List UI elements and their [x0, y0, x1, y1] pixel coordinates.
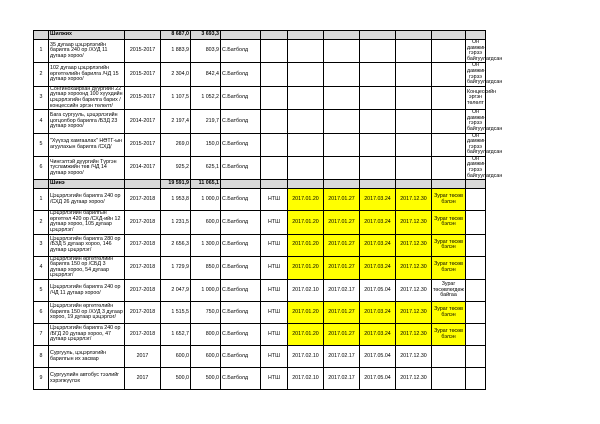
date-announce: 2017.01.20	[288, 256, 324, 279]
date-tender: 2017.01.27	[324, 324, 360, 346]
date-announce: 2017.01.20	[288, 211, 324, 234]
project-note: Концессийн эргэн төлөлт	[466, 86, 486, 109]
project-note: Он дамжин гэрээ байгуулагдсан	[467, 132, 503, 156]
project-name: 35 дугаар цэцэрлэгийн барилга 240 ор /ХУД 11 дугаар хороо/	[49, 40, 125, 63]
project-note: Он дамжин гэрээ байгуулагдсан	[467, 109, 503, 132]
date-tender: 2017.01.27	[324, 189, 360, 211]
cell-empty	[396, 31, 432, 40]
responsible-person: С.Батболд	[221, 346, 261, 368]
cell-empty	[432, 156, 466, 179]
budget-amount: 150,0	[191, 133, 221, 156]
date-announce: 2017.02.10	[288, 346, 324, 368]
date-complete: 2017.12.30	[396, 234, 432, 256]
project-years: 2014-2017	[125, 110, 161, 133]
cell-empty	[261, 86, 288, 109]
section-row	[34, 31, 486, 40]
cell-empty	[466, 302, 486, 324]
budget-amount: 600,0	[191, 211, 221, 234]
cell-empty	[432, 110, 466, 133]
total-cost: 1 729,9	[161, 256, 191, 279]
total-cost: 2 304,0	[161, 63, 191, 86]
status: Зураг төсөв бэлэн	[432, 189, 466, 211]
date-contract: 2017.03.24	[360, 324, 396, 346]
table-body	[34, 31, 503, 390]
date-contract: 2017.03.24	[360, 256, 396, 279]
cell-empty	[324, 133, 360, 156]
section-total: 8 687,0	[161, 31, 191, 40]
cell-empty	[288, 86, 324, 109]
responsible-person: С.Батболд	[221, 133, 261, 156]
date-complete: 2017.12.30	[396, 346, 432, 368]
table-row	[34, 63, 486, 86]
responsible-person: С.Батболд	[221, 40, 261, 63]
date-tender: 2017.01.27	[324, 302, 360, 324]
project-name: Цэцэрлэгийн барилга 240 ор /БГД 20 дугаар хороо, 47 дугаар цэцэрлэг/	[49, 324, 125, 346]
project-name: 102 дугаар цэцэрлэгийн өргөтгөлийн барилга /ЧД 15 дугаар хороо/	[49, 63, 125, 86]
row-number: 3	[34, 86, 49, 109]
row-number: 5	[34, 133, 49, 156]
date-contract: 2017.03.24	[360, 234, 396, 256]
cell-empty	[432, 133, 466, 156]
total-cost: 2 047,9	[161, 280, 191, 302]
responsible-person: С.Батболд	[221, 156, 261, 179]
project-years: 2017	[125, 346, 161, 368]
project-name: Цэцэрлэгийн барилга 240 ор /ЧД 11 дугаар хороо/	[49, 280, 125, 302]
cell-empty	[221, 31, 261, 40]
cell-empty	[432, 40, 466, 63]
total-cost: 1 231,5	[161, 211, 191, 234]
project-years: 2017	[125, 368, 161, 390]
project-name: Цэцэрлэгийн барилга 280 ор /БЗД 5 дугаар хороо, 146 дугаар цэцэрлэг/	[49, 234, 125, 256]
row-number: 9	[34, 368, 49, 390]
date-contract: 2017.05.04	[360, 280, 396, 302]
responsible-person: С.Батболд	[221, 189, 261, 211]
total-cost: 269,0	[161, 133, 191, 156]
row-number: 8	[34, 346, 49, 368]
project-years: 2015-2017	[125, 86, 161, 109]
cell-empty	[396, 180, 432, 189]
budget-amount: 1 000,0	[191, 280, 221, 302]
date-contract: 2017.05.04	[360, 346, 396, 368]
total-cost: 2 197,4	[161, 110, 191, 133]
cell-empty	[396, 156, 432, 179]
organization: НТШ	[261, 256, 288, 279]
row-number: 1	[34, 40, 49, 63]
date-complete: 2017.12.30	[396, 302, 432, 324]
row-number: 5	[34, 280, 49, 302]
total-cost: 1 953,8	[161, 189, 191, 211]
organization: НТШ	[261, 368, 288, 390]
cell-empty	[261, 110, 288, 133]
project-note: Он дамжин гэрээ байгуулагдсан	[467, 39, 503, 62]
cell-empty	[396, 40, 432, 63]
status: Зураг төсөв бэлэн	[432, 211, 466, 234]
responsible-person: С.Батболд	[221, 256, 261, 279]
cell-empty	[396, 133, 432, 156]
cell-empty	[288, 110, 324, 133]
cell-empty	[261, 133, 288, 156]
project-note: Он дамжин гэрээ байгуулагдсан	[467, 155, 503, 179]
responsible-person: С.Батболд	[221, 234, 261, 256]
date-announce: 2017.02.10	[288, 280, 324, 302]
table-row	[34, 280, 486, 302]
organization: НТШ	[261, 234, 288, 256]
cell-empty	[360, 133, 396, 156]
status	[432, 368, 466, 390]
section-total: 19 591,9	[161, 180, 191, 189]
budget-amount: 803,9	[191, 40, 221, 63]
date-contract: 2017.05.04	[360, 368, 396, 390]
project-name: "Хүүхэд хамгаалах" НӨТГ-ын агуулахын барилга /СХД/	[49, 133, 125, 156]
cell-empty	[466, 211, 486, 234]
cell-empty	[261, 40, 288, 63]
project-years: 2015-2017	[125, 63, 161, 86]
cell-empty	[324, 31, 360, 40]
cell-empty	[466, 180, 486, 189]
status: Зураг төсөв бэлэн	[432, 302, 466, 324]
responsible-person: С.Батболд	[221, 280, 261, 302]
project-name: Цэцэрлэгийн барилга 240 ор /СХД 26 дугаар хороо/	[49, 189, 125, 211]
table-row	[34, 324, 486, 346]
cell-empty	[261, 180, 288, 189]
row-number: 2	[34, 63, 49, 86]
cell-empty	[432, 63, 466, 86]
cell-empty	[288, 156, 324, 179]
date-tender: 2017.02.17	[324, 346, 360, 368]
responsible-person: С.Батболд	[221, 211, 261, 234]
cell-empty	[34, 31, 49, 40]
table-row	[34, 256, 486, 279]
budget-amount: 1 052,2	[191, 86, 221, 109]
project-years: 2015-2017	[125, 133, 161, 156]
budget-amount: 1 000,0	[191, 189, 221, 211]
cell-empty	[396, 86, 432, 109]
row-number: 7	[34, 324, 49, 346]
budget-table	[33, 30, 503, 390]
project-years: 2017-2018	[125, 280, 161, 302]
cell-empty	[261, 156, 288, 179]
cell-empty	[360, 156, 396, 179]
cell-empty	[466, 346, 486, 368]
cell-empty	[360, 63, 396, 86]
cell-empty	[288, 133, 324, 156]
project-years: 2017-2018	[125, 324, 161, 346]
cell-empty	[396, 110, 432, 133]
cell-empty	[432, 31, 466, 40]
total-cost: 1 652,7	[161, 324, 191, 346]
row-number: 2	[34, 211, 49, 234]
cell-empty	[360, 180, 396, 189]
date-complete: 2017.12.30	[396, 189, 432, 211]
status: Зураг төсөв бэлэн	[432, 324, 466, 346]
budget-amount: 600,0	[191, 346, 221, 368]
section-total: 3 693,3	[191, 31, 221, 40]
date-announce: 2017.01.20	[288, 324, 324, 346]
date-tender: 2017.02.17	[324, 368, 360, 390]
table-row	[34, 302, 486, 324]
budget-amount: 750,0	[191, 302, 221, 324]
cell-empty	[288, 31, 324, 40]
table-row	[34, 110, 486, 133]
budget-amount: 1 300,0	[191, 234, 221, 256]
budget-amount: 625,1	[191, 156, 221, 179]
cell-empty	[125, 180, 161, 189]
date-announce: 2017.01.20	[288, 302, 324, 324]
responsible-person: С.Батболд	[221, 324, 261, 346]
cell-empty	[466, 280, 486, 302]
budget-amount: 850,0	[191, 256, 221, 279]
cell-empty	[360, 40, 396, 63]
table-row	[34, 189, 486, 211]
status: Зураг төсөв бэлэн	[432, 234, 466, 256]
section-label: Шинэ	[49, 180, 125, 189]
budget-amount: 219,7	[191, 110, 221, 133]
project-name: Сонгинохайрхан дүүргийн 22 дугаар хороонд 100 хүүхдийн цэцэрлэгийн барилга барих /концессийн эргэн төлөлт/	[50, 85, 123, 109]
cell-empty	[324, 63, 360, 86]
total-cost: 1 515,5	[161, 302, 191, 324]
cell-empty	[324, 110, 360, 133]
date-tender: 2017.01.27	[324, 234, 360, 256]
table-row	[34, 234, 486, 256]
cell-empty	[324, 86, 360, 109]
total-cost: 600,0	[161, 346, 191, 368]
date-announce: 2017.01.20	[288, 189, 324, 211]
row-number: 3	[34, 234, 49, 256]
organization: НТШ	[261, 280, 288, 302]
date-tender: 2017.02.17	[324, 280, 360, 302]
project-name: Сургууль, цэцэрлэгийн барилгын их засвар	[49, 346, 125, 368]
project-name: Цэцэрлэгийн өргөтгөлийн барилга 150 ор /СБД 3 дугаар хороо, 54 дугаар цэцэрлэг/	[49, 256, 125, 279]
section-row	[34, 180, 486, 189]
project-years: 2017-2018	[125, 189, 161, 211]
cell-empty	[324, 40, 360, 63]
cell-empty	[360, 31, 396, 40]
total-cost: 1 107,5	[161, 86, 191, 109]
project-name: Чингэлтэй дүүргийн Түргэн тусламжийн төв /ЧД 14 дугаар хороо/	[49, 156, 125, 179]
table-row	[34, 40, 486, 63]
cell-empty	[288, 180, 324, 189]
table-row	[34, 156, 486, 179]
cell-empty	[466, 368, 486, 390]
project-name: Бага сургууль, цэцэрлэгийн цогцолбор барилга /БЗД 23 дугаар хороо/	[49, 110, 125, 133]
cell-empty	[466, 324, 486, 346]
status: Зураг төсөвлөгдөж байгаа	[432, 280, 466, 302]
date-complete: 2017.12.30	[396, 368, 432, 390]
date-contract: 2017.03.24	[360, 189, 396, 211]
budget-amount: 842,4	[191, 63, 221, 86]
project-years: 2015-2017	[125, 40, 161, 63]
responsible-person: С.Батболд	[221, 368, 261, 390]
cell-empty	[466, 256, 486, 279]
cell-empty	[466, 234, 486, 256]
row-number: 4	[34, 256, 49, 279]
cell-empty	[34, 180, 49, 189]
cell-empty	[324, 156, 360, 179]
date-announce: 2017.02.10	[288, 368, 324, 390]
cell-empty	[432, 180, 466, 189]
project-years: 2017-2018	[125, 256, 161, 279]
responsible-person: С.Батболд	[221, 302, 261, 324]
responsible-person: С.Батболд	[221, 110, 261, 133]
project-years: 2017-2018	[125, 302, 161, 324]
total-cost: 2 656,3	[161, 234, 191, 256]
project-name: Цэцэрлэгийн өргөтгөлийн барилга 150 ор /ХУД 3 дугаар хороо, 19 дугаар цэцэрлэг/	[49, 302, 125, 324]
organization: НТШ	[261, 189, 288, 211]
project-years: 2014-2017	[125, 156, 161, 179]
organization: НТШ	[261, 346, 288, 368]
cell-empty	[432, 86, 466, 109]
cell-empty	[396, 63, 432, 86]
total-cost: 1 883,9	[161, 40, 191, 63]
cell-empty	[261, 31, 288, 40]
cell-empty	[360, 110, 396, 133]
date-complete: 2017.12.30	[396, 280, 432, 302]
status: Зураг төсөв бэлэн	[432, 256, 466, 279]
date-contract: 2017.03.24	[360, 211, 396, 234]
project-note: Он дамжин гэрээ байгуулагдсан	[467, 62, 503, 86]
date-announce: 2017.01.20	[288, 234, 324, 256]
project-years: 2017-2018	[125, 211, 161, 234]
date-complete: 2017.12.30	[396, 211, 432, 234]
date-complete: 2017.12.30	[396, 256, 432, 279]
row-number: 4	[34, 110, 49, 133]
row-number: 6	[34, 156, 49, 179]
project-years: 2017-2018	[125, 234, 161, 256]
table-row	[34, 346, 486, 368]
cell-empty	[288, 63, 324, 86]
cell-empty	[221, 180, 261, 189]
cell-empty	[125, 31, 161, 40]
section-total: 11 065,1	[191, 180, 221, 189]
project-name: Сургуулийн автобус тээлийг хэрэгжүүлэх	[49, 368, 125, 390]
cell-empty	[324, 180, 360, 189]
table-row	[34, 133, 486, 156]
date-complete: 2017.12.30	[396, 324, 432, 346]
date-tender: 2017.01.27	[324, 211, 360, 234]
status	[432, 346, 466, 368]
organization: НТШ	[261, 324, 288, 346]
responsible-person: С.Батболд	[221, 63, 261, 86]
cell-empty	[288, 40, 324, 63]
total-cost: 925,2	[161, 156, 191, 179]
table-row	[34, 211, 486, 234]
organization: НТШ	[261, 211, 288, 234]
table-row	[34, 86, 486, 109]
project-name: Цэцэрлэгийн барилгын өргөтгөл 420 ор /СХД-ийн 12 дугаар хороо, 105 дугаар цэцэрлэг/	[49, 211, 125, 234]
total-cost: 500,0	[161, 368, 191, 390]
cell-empty	[360, 86, 396, 109]
date-tender: 2017.01.27	[324, 256, 360, 279]
budget-amount: 800,0	[191, 324, 221, 346]
cell-empty	[261, 63, 288, 86]
cell-empty	[466, 189, 486, 211]
table-row	[34, 368, 486, 390]
organization: НТШ	[261, 302, 288, 324]
date-contract: 2017.03.24	[360, 302, 396, 324]
responsible-person: С.Батболд	[221, 86, 261, 109]
section-label: Шилжих	[49, 31, 125, 40]
budget-amount: 500,0	[191, 368, 221, 390]
row-number: 6	[34, 302, 49, 324]
row-number: 1	[34, 189, 49, 211]
